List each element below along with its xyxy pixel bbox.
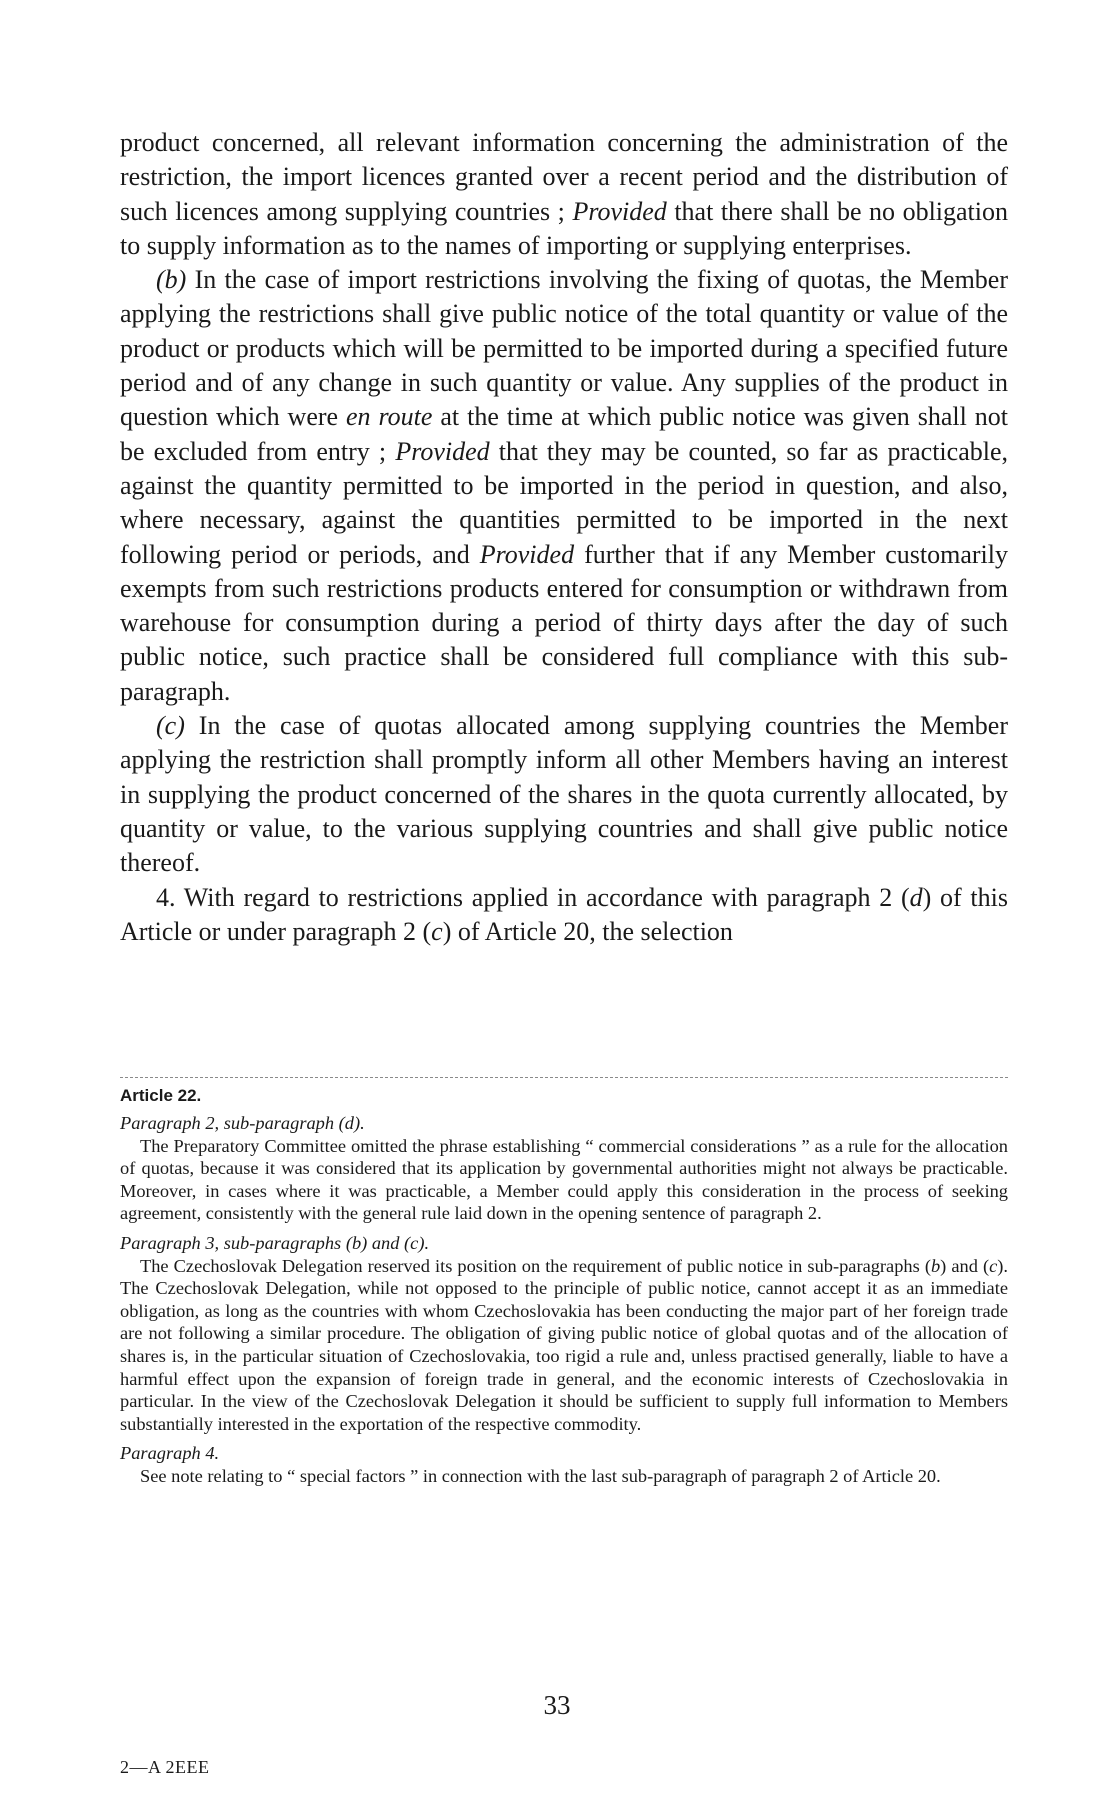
footnotes xyxy=(120,1083,1008,1488)
sub-paragraph-b: (b) In the case of import restrictions involving the fixing of quotas, the Member applying the restrictions shall give public notice of the total quantity or value of the product or products which will be permitted to be imported during a specified future period and of any change in such quantity or value. Any supplies of the product in question which were en route at the time at which public notice was given shall not be excluded from entry ; Provided that they may be counted, so far as practicable, against the quantity permitted to be imported in the period in question, and also, where necessary, against the quantities permitted to be imported in the next following period or periods, and Provided further that if any Member customarily exempts from such restrictions products entered for consumption or withdrawn from warehouse for consumption during a period of thirty days after the day of such public notice, such practice shall be considered full compliance with this sub-paragraph. xyxy=(120,265,1009,706)
note-text-2: The Czechoslovak Delegation reserved its position on the requirement of public notice in sub-paragraphs (b) and (c). The Czechoslovak Delegation, while not opposed to the principle of public notice, cannot accept it as an immediate obligation, as long as the countries with whom Czechoslovakia has been conducting the major part of her foreign trade are not following a similar procedure. The obligation of giving public notice of global quotas and of the allocation of shares is, in the particular situation of Czechoslovakia, too rigid a rule and, unless practised generally, liable to have a harmful effect upon the expansion of foreign trade in general, and the economic interests of Czechoslovakia in particular. In the view of the Czechoslovak Delegation it should be sufficient to supply full information to Members substantially interested in the exportation of the respective commodity. xyxy=(120,1255,1008,1434)
paragraph-4: 4. With regard to restrictions applied in accordance with paragraph 2 (d) of this Article or under paragraph 2 (c) of Article 20, the selection xyxy=(120,882,1009,946)
printer-signature: 2—A 2EEE xyxy=(120,1757,210,1777)
note-text-3: See note relating to “ special factors ” in connection with the last sub-paragraph of paragraph 2 of Article 20. xyxy=(140,1465,941,1486)
notes-heading: Article 22. xyxy=(120,1086,202,1105)
footnote-divider xyxy=(120,1077,1008,1078)
paragraph-continuation: product concerned, all relevant information concerning the administration of the restriction, the import licences granted over a recent period and the distribution of such licences among supplying countries ; Provided that there shall be no obligation to supply information as to the names of importing or supplying enterprises. xyxy=(120,128,1008,260)
note-subheading-2: Paragraph 3, sub-paragraphs (b) and (c). xyxy=(120,1232,430,1253)
note-subheading-1: Paragraph 2, sub-paragraph (d). xyxy=(120,1113,365,1133)
main-text xyxy=(120,126,1008,949)
sub-paragraph-c: (c) In the case of quotas allocated among supplying countries the Member applying the restriction shall promptly inform all other Members having an interest in supplying the product concerned of the shares in the quota currently allocated, by quantity or value, to the various supplying countries and shall give public notice thereof. xyxy=(120,711,1008,878)
note-subheading-3: Paragraph 4. xyxy=(120,1443,220,1464)
note-text-1: The Preparatory Committee omitted the phrase establishing “ commercial considerations ” as a rule for the allocation of quotas, because it was considered that its application by governmental authorities might not always be practicable. Moreover, in cases where it was practicable, a Member could apply this consideration in the process of seeking agreement, consistently with the general rule laid down in the opening sentence of paragraph 2. xyxy=(120,1135,1008,1224)
page-number: 33 xyxy=(543,1690,571,1720)
